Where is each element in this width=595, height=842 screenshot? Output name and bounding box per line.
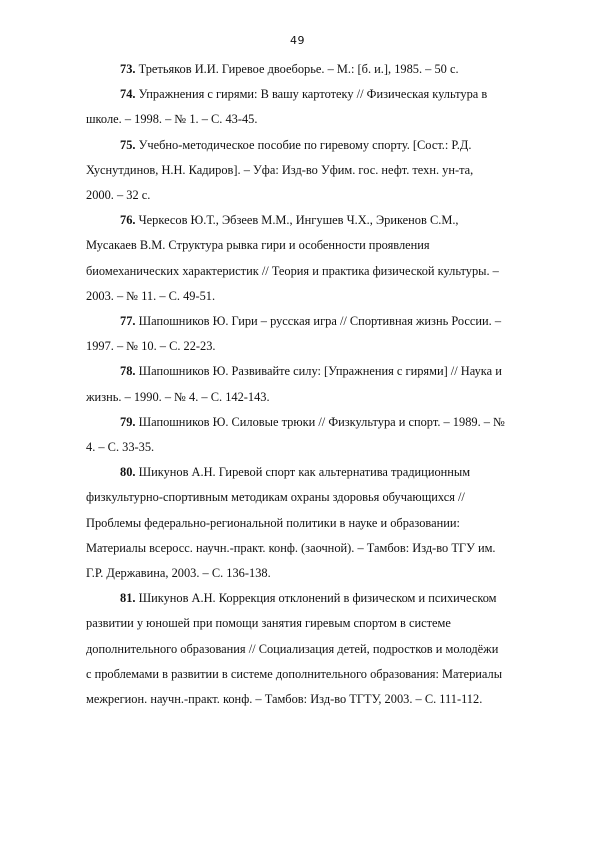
reference-item-75 xyxy=(86,133,538,209)
reference-item-74 xyxy=(86,82,538,132)
page-number: 49 xyxy=(290,34,305,47)
reference-item-76 xyxy=(86,208,538,309)
reference-number: 80. xyxy=(120,465,136,480)
reference-item-77 xyxy=(86,309,538,359)
reference-text: Третьяков И.И. Гиревое двоеборье. – М.: [б. и.], 1985. – 50 с. xyxy=(138,62,459,76)
reference-number: 81. xyxy=(120,591,136,606)
reference-number: 77. xyxy=(120,314,136,329)
reference-number: 76. xyxy=(120,213,136,228)
reference-text: Шикунов А.Н. Коррекция отклонений в физическом и психическом развитии у юношей при помощи занятия гиревым спортом в системе дополнительного образования // Социализация детей, подростков и молодёжи с проблемами в развитии в системе дополнительного образования: Материалы межрегион. научн.-практ. конф. – Тамбов: Изд-во ТГТУ, 2003. – С. 111-112. xyxy=(86,591,503,707)
reference-text: Черкесов Ю.Т., Эбзеев М.М., Ингушев Ч.Х., Эрикенов С.М., Мусакаев В.М. Структура рывка гири и особенности проявления биомеханических характеристик // Теория и практика физической культуры. – 2003. – № 11. – С. 49-51. xyxy=(86,213,499,303)
reference-text: Шапошников Ю. Гири – русская игра // Спортивная жизнь России. – 1997. – № 10. – С. 22-23. xyxy=(86,314,502,354)
reference-number: 79. xyxy=(120,414,136,429)
reference-list xyxy=(86,57,538,712)
reference-text: Шапошников Ю. Развивайте силу: [Упражнения с гирями] // Наука и жизнь. – 1990. – № 4. – С. 142-143. xyxy=(86,364,502,404)
reference-item-79 xyxy=(86,410,538,460)
reference-item-78 xyxy=(86,359,538,409)
reference-item-81 xyxy=(86,586,538,712)
reference-text: Упражнения с гирями: В вашу картотеку // Физическая культура в школе. – 1998. – № 1. – С. 43-45. xyxy=(86,87,488,127)
reference-text: Шикунов А.Н. Гиревой спорт как альтернатива традиционным физкультурно-спортивным методикам охраны здоровья обучающихся // Проблемы федерально-региональной политики в науке и образовании: Материалы всеросс. научн.-практ. конф. (заочной). – Тамбов: Изд-во ТГУ им. Г.Р. Державина, 2003. – С. 136-138. xyxy=(86,465,496,581)
reference-item-80 xyxy=(86,460,538,586)
reference-number: 73. xyxy=(120,62,136,76)
reference-number: 78. xyxy=(120,364,136,379)
reference-number: 74. xyxy=(120,87,136,102)
reference-text: Шапошников Ю. Силовые трюки // Физкультура и спорт. – 1989. – № 4. – С. 33-35. xyxy=(86,414,505,455)
reference-number: 75. xyxy=(120,137,136,152)
reference-text: Учебно-методическое пособие по гиревому спорту. [Сост.: Р.Д. Хуснутдинов, Н.Н. Кадиров]. – Уфа: Изд-во Уфим. гос. нефт. техн. ун-та, 2000. – 32 с. xyxy=(86,137,474,203)
reference-item-73 xyxy=(86,57,538,82)
